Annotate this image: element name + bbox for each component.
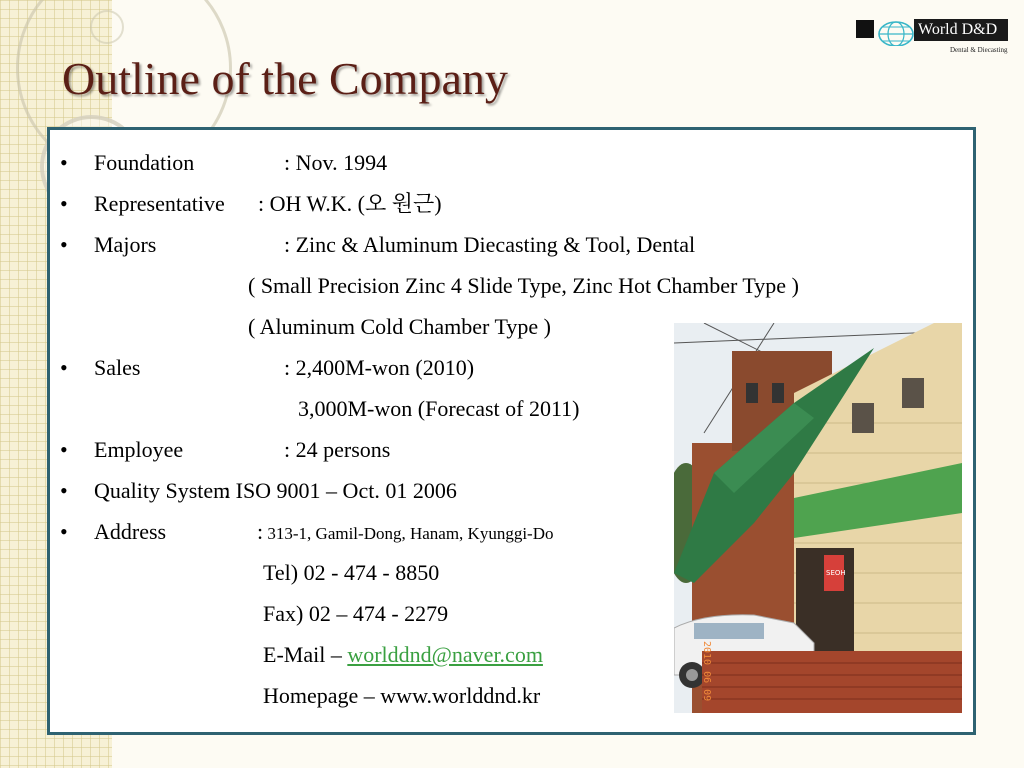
bullet: • xyxy=(60,478,68,503)
item-value: : ISO 9001 – Oct. 01 2006 xyxy=(224,478,457,503)
item-label: Employee xyxy=(94,437,184,462)
item-value: : OH W.K. (오 원근) xyxy=(258,191,442,216)
item-value: : Zinc & Aluminum Diecasting & Tool, Dental xyxy=(284,232,696,257)
bullet: • xyxy=(60,355,68,380)
bullet: • xyxy=(60,232,68,257)
tel-line: Tel) 02 - 474 - 8850 xyxy=(263,560,440,585)
item-label: Foundation xyxy=(94,150,195,175)
homepage-line: Homepage – www.worlddnd.kr xyxy=(263,683,541,708)
company-logo xyxy=(856,16,1008,58)
email-label: E-Mail – xyxy=(263,642,348,667)
content-box xyxy=(47,127,976,735)
fax-line: Fax) 02 – 474 - 2279 xyxy=(263,601,449,626)
decorative-circle-tiny xyxy=(90,10,124,44)
majors-detail-line: ( Small Precision Zinc 4 Slide Type, Zinc Hot Chamber Type ) xyxy=(248,273,799,298)
sales-forecast-line: 3,000M-won (Forecast of 2011) xyxy=(298,396,580,421)
logo-tagline: Dental & Diecasting xyxy=(950,46,1008,54)
item-label: Representative xyxy=(94,191,225,216)
bullet: • xyxy=(60,519,68,544)
item-label: Quality System xyxy=(94,478,231,503)
item-value: : 2,400M-won (2010) xyxy=(284,355,475,380)
item-label: Sales xyxy=(94,355,141,380)
sign-text: SEOH xyxy=(826,569,846,577)
majors-detail-line: ( Aluminum Cold Chamber Type ) xyxy=(248,314,551,339)
building-photo xyxy=(674,323,962,713)
item-value: : Nov. 1994 xyxy=(284,150,388,175)
item-label: Address xyxy=(94,519,167,544)
email-line xyxy=(263,642,543,668)
page-title: Outline of the Company xyxy=(62,53,508,104)
globe-icon xyxy=(876,16,916,46)
photo-date-stamp: 2010 06 09 xyxy=(701,641,712,702)
item-value: : 24 persons xyxy=(284,437,391,462)
bullet: • xyxy=(60,191,68,216)
logo-black-square xyxy=(856,20,874,38)
bullet: • xyxy=(60,437,68,462)
email-link[interactable]: worlddnd@naver.com xyxy=(347,642,543,667)
address-colon: : xyxy=(257,519,264,544)
address-text: 313-1, Gamil-Dong, Hanam, Kyunggi-Do xyxy=(263,524,554,543)
bullet: • xyxy=(60,150,68,175)
item-label: Majors xyxy=(94,232,157,257)
item-value xyxy=(257,519,554,547)
logo-name: World D&D xyxy=(914,19,1008,41)
